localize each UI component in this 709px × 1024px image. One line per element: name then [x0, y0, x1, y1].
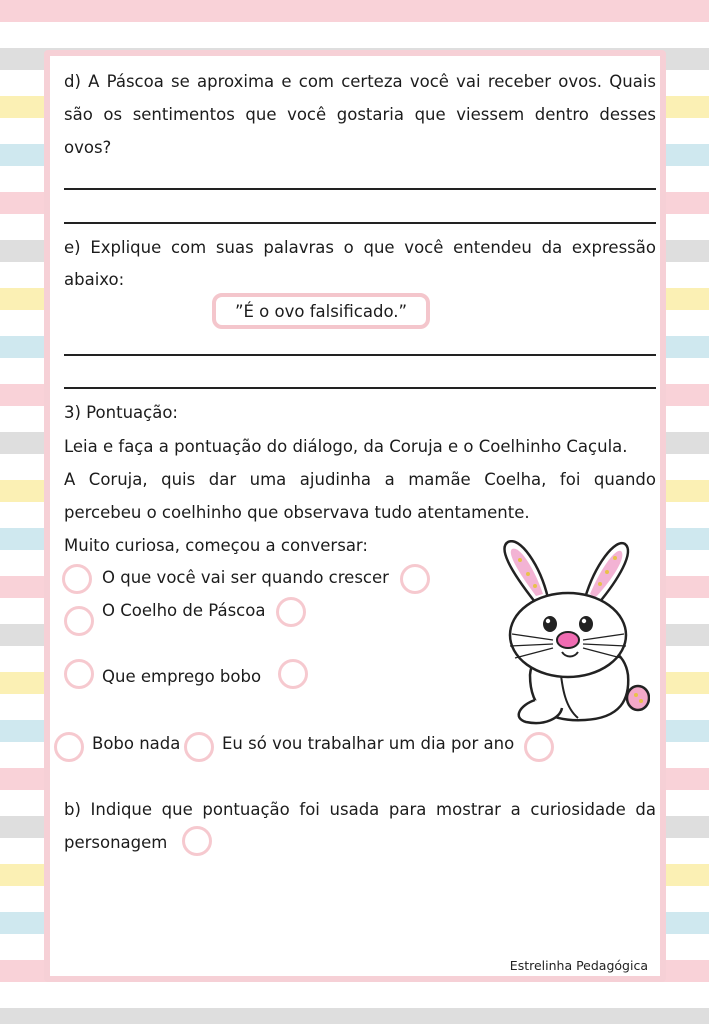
- easter-bunny-icon: [490, 540, 650, 730]
- dialogue-line4a: Bobo nada: [92, 734, 181, 753]
- section-3-title: 3) Pontuação:: [64, 403, 178, 422]
- punctuation-circle[interactable]: [64, 606, 94, 636]
- question-b-line1: b) Indique que pontuação foi usada para mostrar a curiosidade da: [64, 800, 656, 819]
- punctuation-circle[interactable]: [54, 732, 84, 762]
- punctuation-circle[interactable]: [276, 597, 306, 627]
- footer-credit: Estrelinha Pedagógica: [509, 958, 648, 973]
- punctuation-circle[interactable]: [400, 564, 430, 594]
- answer-line: [64, 188, 656, 190]
- question-e-line2: abaixo:: [64, 270, 125, 289]
- answer-line: [64, 354, 656, 356]
- question-b-line2: personagem: [64, 833, 168, 852]
- punctuation-circle[interactable]: [62, 564, 92, 594]
- punctuation-circle[interactable]: [184, 732, 214, 762]
- quote-text: ”É o ovo falsificado.”: [234, 301, 408, 321]
- section-3-paragraph-line1: A Coruja, quis dar uma ajudinha a mamãe Coelha, foi quando: [64, 470, 656, 489]
- answer-line: [64, 222, 656, 224]
- dialogue-line1: O que você vai ser quando crescer: [102, 568, 389, 587]
- dialogue-line2: O Coelho de Páscoa: [102, 601, 266, 620]
- dialogue-line3: Que emprego bobo: [102, 667, 262, 686]
- question-d-line3: ovos?: [64, 138, 112, 157]
- answer-line: [64, 387, 656, 389]
- section-3-instruction: Leia e faça a pontuação do diálogo, da Coruja e o Coelhinho Caçula.: [64, 437, 628, 456]
- punctuation-circle[interactable]: [64, 659, 94, 689]
- section-3-paragraph-line3: Muito curiosa, começou a conversar:: [64, 536, 368, 555]
- punctuation-circle[interactable]: [524, 732, 554, 762]
- question-d-line2: são os sentimentos que você gostaria que viessem dentro desses: [64, 105, 656, 124]
- punctuation-circle[interactable]: [278, 659, 308, 689]
- dialogue-line4b: Eu só vou trabalhar um dia por ano: [222, 734, 515, 753]
- question-e-line1: e) Explique com suas palavras o que você entendeu da expressão: [64, 238, 656, 257]
- question-d-line1: d) A Páscoa se aproxima e com certeza você vai receber ovos. Quais: [64, 72, 656, 91]
- section-3-paragraph-line2: percebeu o coelhinho que observava tudo atentamente.: [64, 503, 530, 522]
- worksheet-page: [44, 50, 666, 982]
- quote-box: [212, 293, 430, 329]
- punctuation-circle[interactable]: [182, 826, 212, 856]
